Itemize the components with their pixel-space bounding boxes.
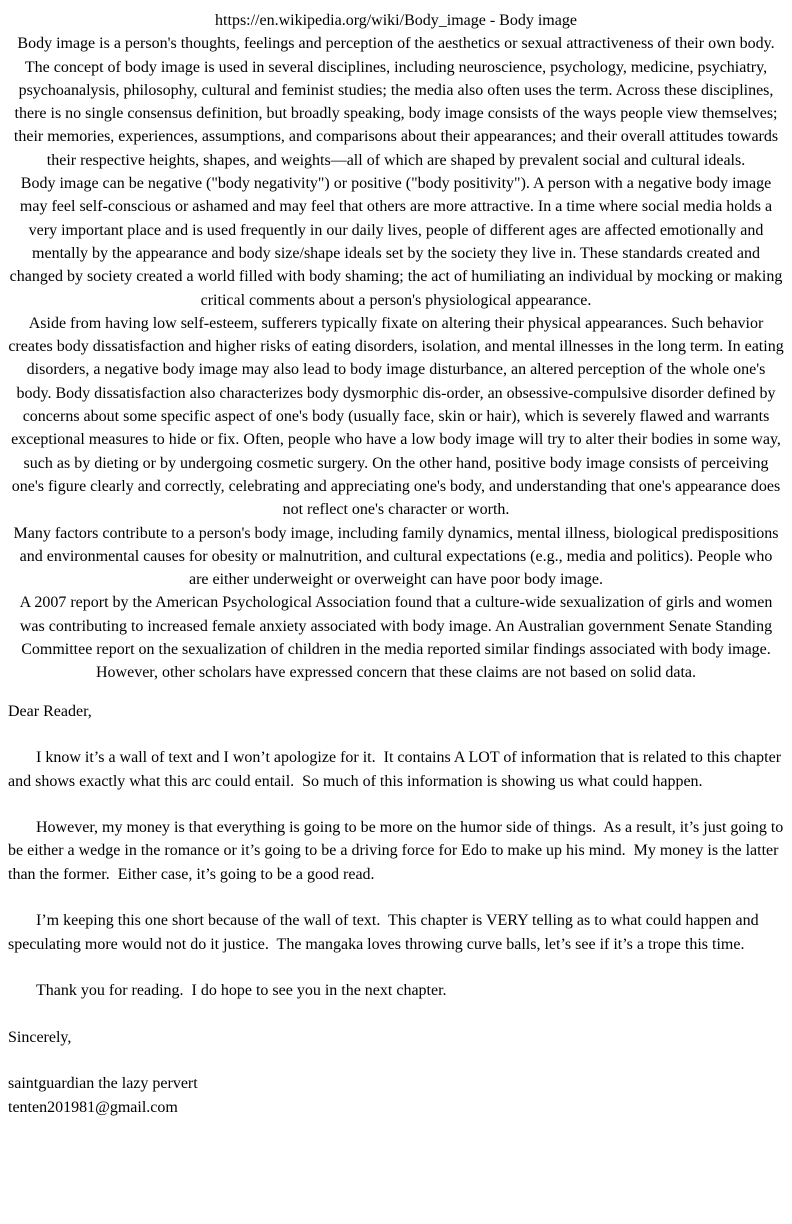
letter-paragraph-1: I know it’s a wall of text and I won’t apologize for it. It contains A LOT of information that is related to this chapter and shows exactly what this arc could entail. So much of this information is showing us what could happen. bbox=[8, 749, 786, 790]
wiki-paragraph-1: Body image is a person's thoughts, feelings and perception of the aesthetics or sexual attractiveness of their own body. The concept of body image is used in several disciplines, including neuroscience, psychology, medicine, psychiatry, psychoanalysis, philosophy, cultural and feminist studies; the media also often uses the term. Across these disciplines, there is no single consensus definition, but broadly speaking, body image consists of the ways people view themselves; their memories, experiences, assumptions, and comparisons about their appearances; and their overall attitudes towards their respective heights, shapes, and weights—all of which are shaped by prevalent social and cultural ideals. bbox=[13, 35, 779, 169]
wiki-paragraph-3: Aside from having low self-esteem, sufferers typically fixate on altering their physical appearances. Such behavior creates body dissatisfaction and higher risks of eating disorders, isolation, and mental illnesses in the long term. In eating disorders, a negative body image may also lead to body image disturbance, an altered perception of the whole one's body. Body dissatisfaction also characterizes body dysmorphic dis-order, an obsessive-compulsive disorder defined by concerns about some specific aspect of one's body (usually face, skin or hair), which is severely flawed and warrants exceptional measures to hide or fix. Often, people who have a low body image will try to alter their bodies in some way, such as by dieting or by undergoing cosmetic surgery. On the other hand, positive body image consists of perceiving one's figure clearly and correctly, celebrating and appreciating one's body, and understanding that one's appearance does not reflect one's character or worth. bbox=[8, 314, 784, 519]
page-url-title: https://en.wikipedia.org/wiki/Body_image - Body image bbox=[215, 12, 577, 29]
letter-paragraph-3: I’m keeping this one short because of the wall of text. This chapter is VERY telling as to what could happen and speculating more would not do it justice. The mangaka loves throwing curve balls, let’s see if it’s a trope this time. bbox=[8, 912, 763, 953]
wiki-paragraph-2: Body image can be negative ("body negativity") or positive ("body positivity"). A person with a negative body image may feel self-conscious or ashamed and may feel that others are more attractive. In a time where social media holds a very important place and is used frequently in our daily lives, people of different ages are affected emotionally and mentally by the appearance and body size/shape ideals set by the society they live in. These standards created and changed by society created a world filled with body shaming; the act of humiliating an individual by mocking or making critical comments about a person's physiological appearance. bbox=[9, 175, 783, 309]
letter-section bbox=[8, 700, 788, 1119]
wiki-paragraph-5: A 2007 report by the American Psychological Association found that a culture-wide sexualization of girls and women was contributing to increased female anxiety associated with body image. An Australian government Senate Standing Committee report on the sexualization of children in the media reported similar findings associated with body image. However, other scholars have expressed concern that these claims are not based on solid data. bbox=[19, 594, 773, 682]
wiki-excerpt-section bbox=[8, 9, 784, 685]
letter-paragraph-2: However, my money is that everything is going to be more on the humor side of things. As a result, it’s just going to be either a wedge in the romance or it’s going to be a driving force for Edo to make up his mind. My money is the latter than the former. Either case, it’s going to be a good read. bbox=[8, 819, 788, 883]
letter-paragraph-4: Thank you for reading. I do hope to see you in the next chapter. bbox=[36, 982, 447, 1000]
letter-signature bbox=[8, 1072, 784, 1119]
letter-salutation: Dear Reader, bbox=[8, 702, 92, 720]
letter-signature-email: tenten201981@gmail.com bbox=[8, 1098, 178, 1116]
letter-signature-name: saintguardian the lazy pervert bbox=[8, 1075, 198, 1093]
wiki-paragraph-4: Many factors contribute to a person's body image, including family dynamics, mental illness, biological predispositions and environmental causes for obesity or malnutrition, and cultural expectations (e.g., media and politics). People who are either underweight or overweight can have poor body image. bbox=[13, 524, 779, 589]
letter-closing: Sincerely, bbox=[8, 1028, 72, 1046]
